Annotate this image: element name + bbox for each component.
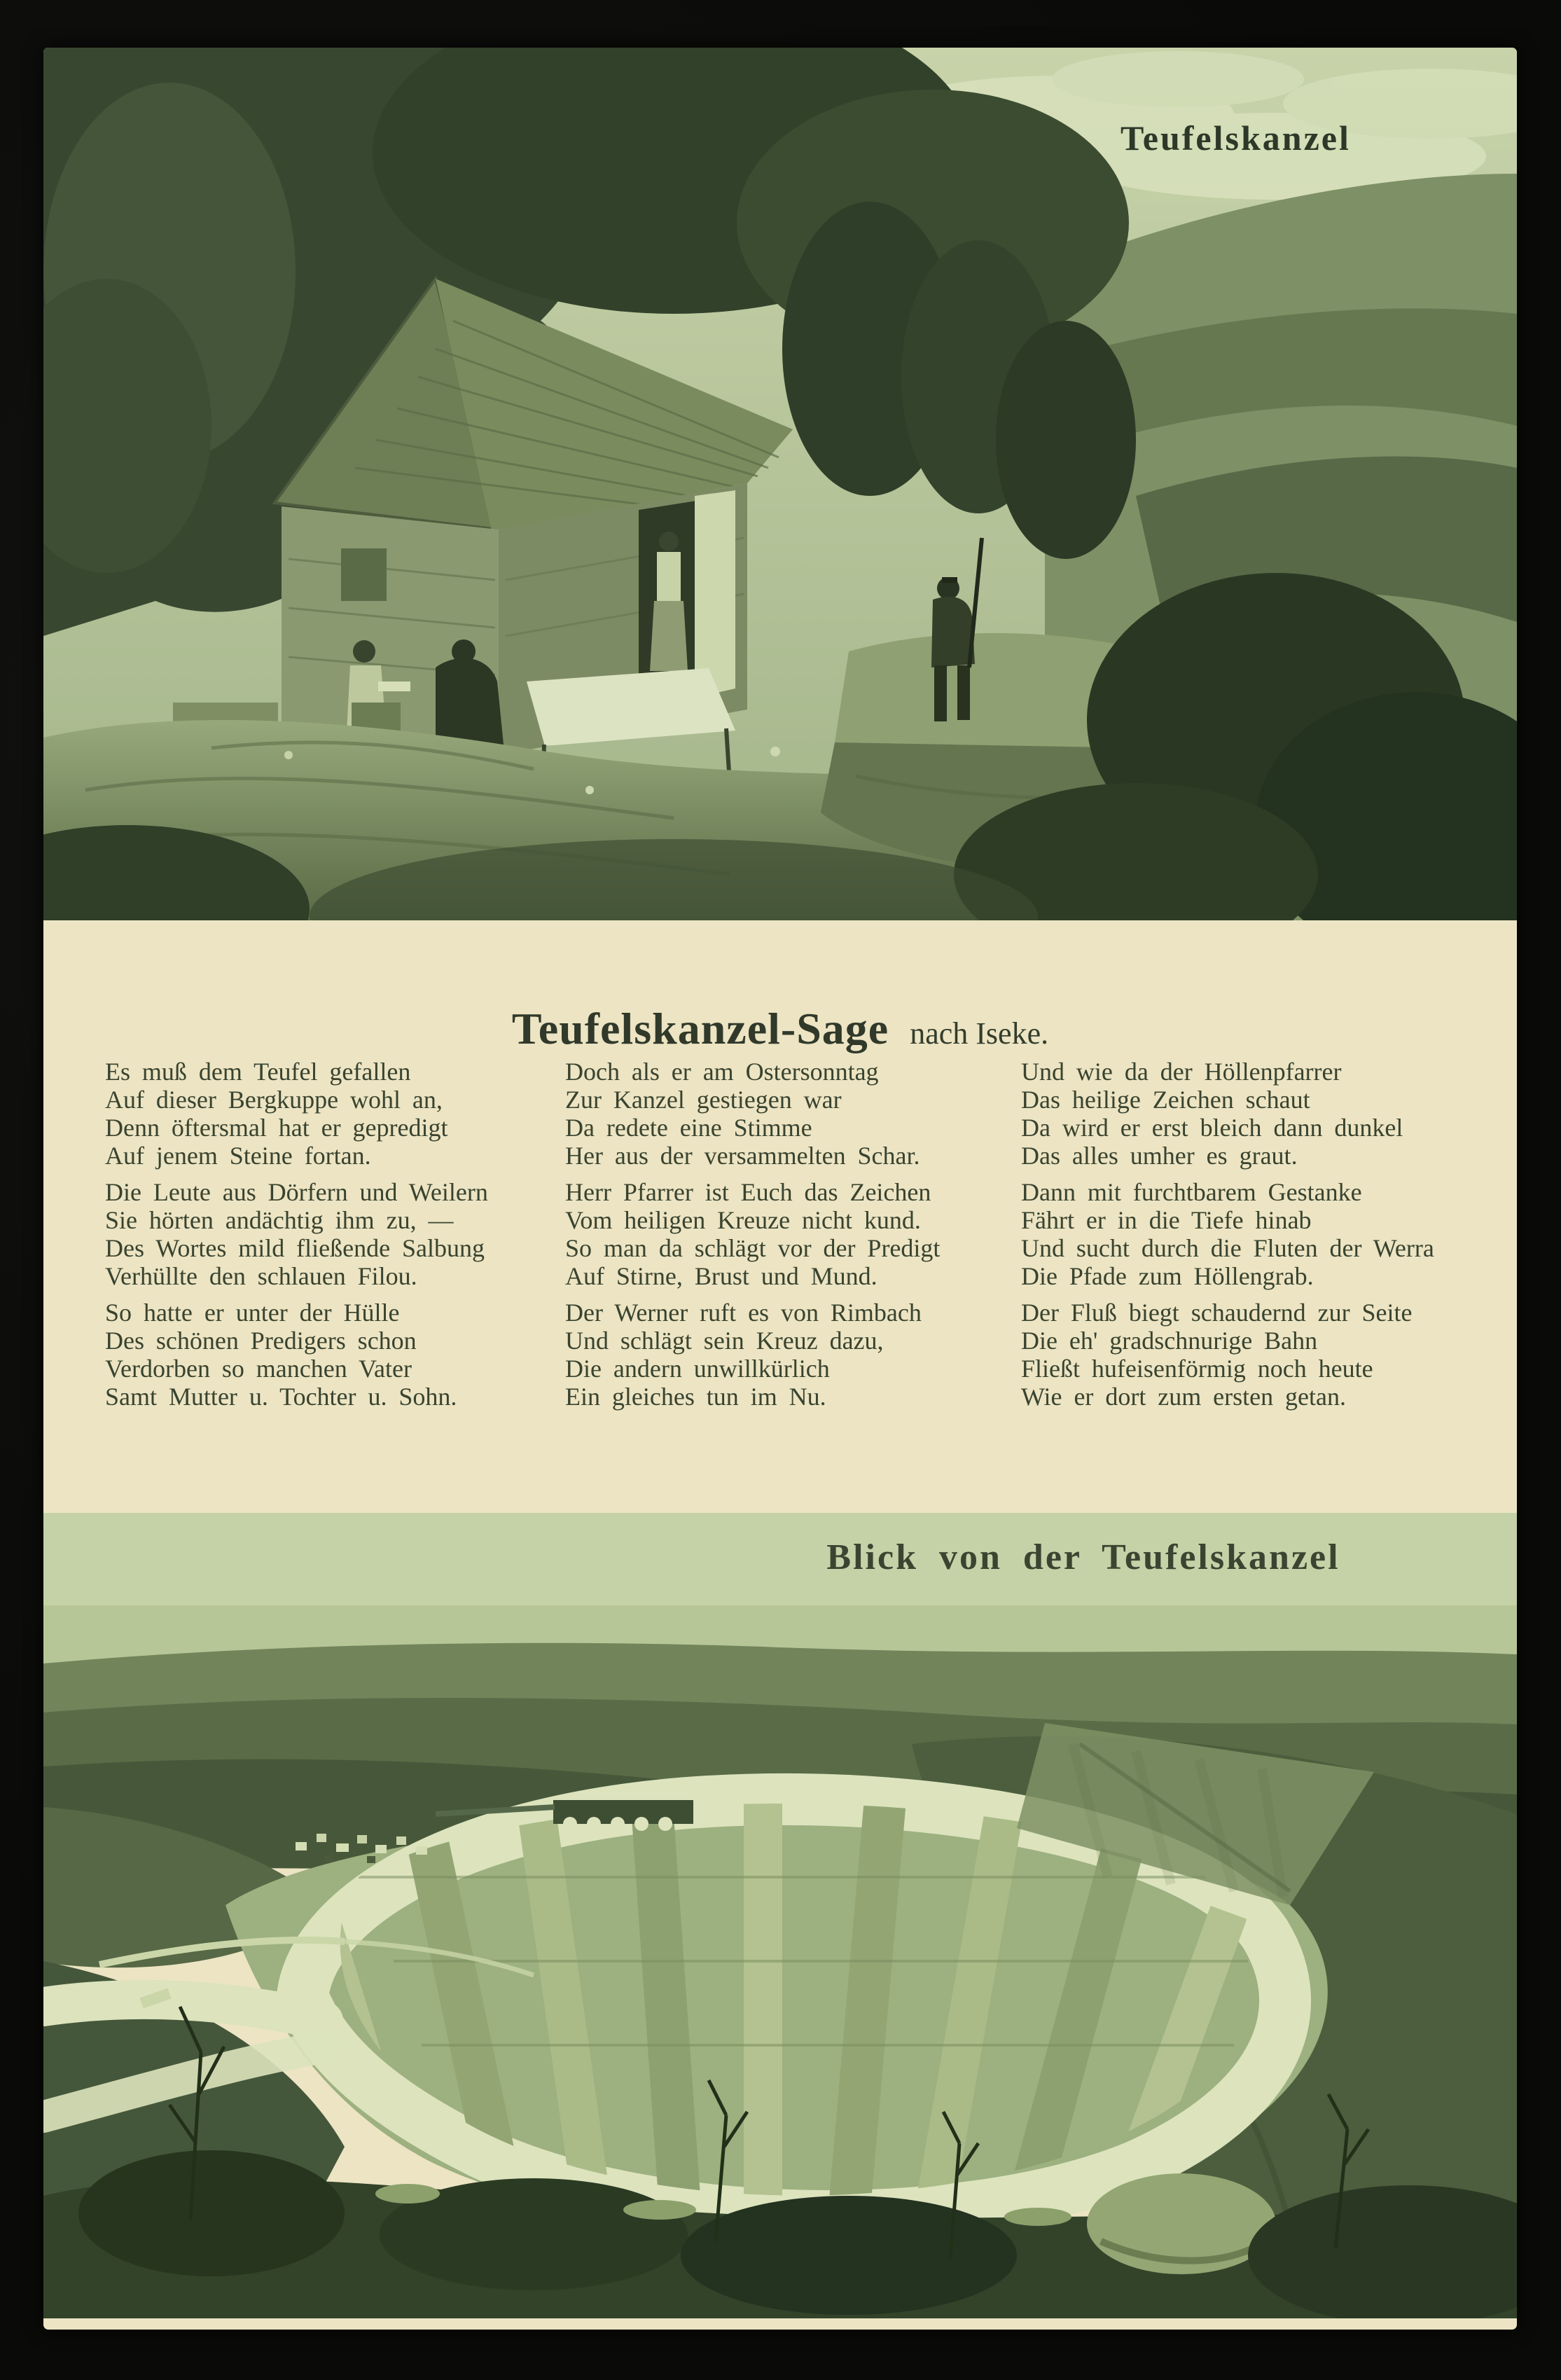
poem-line: So man da schlägt vor der Predigt <box>565 1234 941 1262</box>
poem-line: Die Pfade zum Höllengrab. <box>1021 1262 1314 1290</box>
poem-line: Auf dieser Bergkuppe wohl an, <box>105 1086 443 1114</box>
hut-door <box>695 490 735 698</box>
poem-line: Auf Stirne, Brust und Mund. <box>565 1262 877 1290</box>
poem-line: Und sucht durch die Fluten der Werra <box>1021 1234 1434 1262</box>
poem-stanza <box>1021 1299 1483 1411</box>
poem-line: So hatte er unter der Hülle <box>105 1299 400 1327</box>
poem-line: Es muß dem Teufel gefallen <box>105 1058 411 1086</box>
poem-stanza <box>105 1178 567 1290</box>
poem-line: Die Leute aus Dörfern und Weilern <box>105 1178 488 1206</box>
top-photo <box>43 48 1517 920</box>
poem-column-1 <box>105 1058 567 1419</box>
poem-line: Und wie da der Höllenpfarrer <box>1021 1058 1342 1086</box>
poem-stanza <box>1021 1058 1483 1170</box>
poem-attribution: nach Iseke. <box>910 1016 1049 1051</box>
postcard <box>43 48 1517 2330</box>
poem-line: Der Fluß biegt schaudernd zur Seite <box>1021 1299 1413 1327</box>
poem-line: Zur Kanzel gestiegen war <box>565 1086 842 1114</box>
poem-line: Dann mit furchtbarem Gestanke <box>1021 1178 1362 1206</box>
poem-column-2 <box>565 1058 1027 1419</box>
poem-stanza <box>565 1299 1027 1411</box>
poem-line: Auf jenem Steine fortan. <box>105 1142 371 1170</box>
top-photo-illustration <box>43 48 1517 920</box>
poem-line: Vom heiligen Kreuze nicht kund. <box>565 1206 921 1234</box>
poem-line: Da wird er erst bleich dann dunkel <box>1021 1114 1403 1142</box>
poem-line: Doch als er am Ostersonntag <box>565 1058 879 1086</box>
poem-line: Fließt hufeisenförmig noch heute <box>1021 1355 1373 1383</box>
hut-window <box>341 548 387 601</box>
poem-line: Des Wortes mild fließende Salbung <box>105 1234 485 1262</box>
poem-stanza <box>1021 1178 1483 1290</box>
poem-line: Herr Pfarrer ist Euch das Zeichen <box>565 1178 931 1206</box>
poem-line: Das alles umher es graut. <box>1021 1142 1298 1170</box>
poem-stanza <box>105 1058 567 1170</box>
top-photo-caption: Teufelskanzel <box>1121 118 1351 158</box>
poem-line: Die andern unwillkürlich <box>565 1355 830 1383</box>
poem-line: Die eh' gradschnurige Bahn <box>1021 1327 1318 1355</box>
poem-line: Das heilige Zeichen schaut <box>1021 1086 1310 1114</box>
poem-line: Fährt er in die Tiefe hinab <box>1021 1206 1312 1234</box>
poem-stanza <box>565 1058 1027 1170</box>
poem-line: Samt Mutter u. Tochter u. Sohn. <box>105 1383 457 1411</box>
poem-line: Ein gleiches tun im Nu. <box>565 1383 826 1411</box>
poem-line: Da redete eine Stimme <box>565 1114 812 1142</box>
poem-stanza <box>565 1178 1027 1290</box>
bottom-photo-illustration <box>43 1513 1517 2318</box>
bottom-photo-caption: Blick von der Teufelskanzel <box>826 1537 1340 1577</box>
bottom-photo <box>43 1513 1517 2330</box>
poem-line: Und schlägt sein Kreuz dazu, <box>565 1327 884 1355</box>
poem-line: Denn öftersmal hat er gepredigt <box>105 1114 448 1142</box>
poem-title: Teufelskanzel-Sage <box>511 1004 889 1053</box>
poem-stanza <box>105 1299 567 1411</box>
poem-title-row <box>43 1003 1517 1055</box>
poem-section <box>43 920 1517 1513</box>
poem-line: Verhüllte den schlauen Filou. <box>105 1262 417 1290</box>
poem-column-3 <box>1021 1058 1483 1419</box>
poem-line: Der Werner ruft es von Rimbach <box>565 1299 922 1327</box>
poem-line: Wie er dort zum ersten getan. <box>1021 1383 1346 1411</box>
poem-line: Verdorben so manchen Vater <box>105 1355 412 1383</box>
poem-line: Des schönen Predigers schon <box>105 1327 417 1355</box>
poem-line: Her aus der versammelten Schar. <box>565 1142 920 1170</box>
poem-line: Sie hörten andächtig ihm zu, — <box>105 1206 454 1234</box>
